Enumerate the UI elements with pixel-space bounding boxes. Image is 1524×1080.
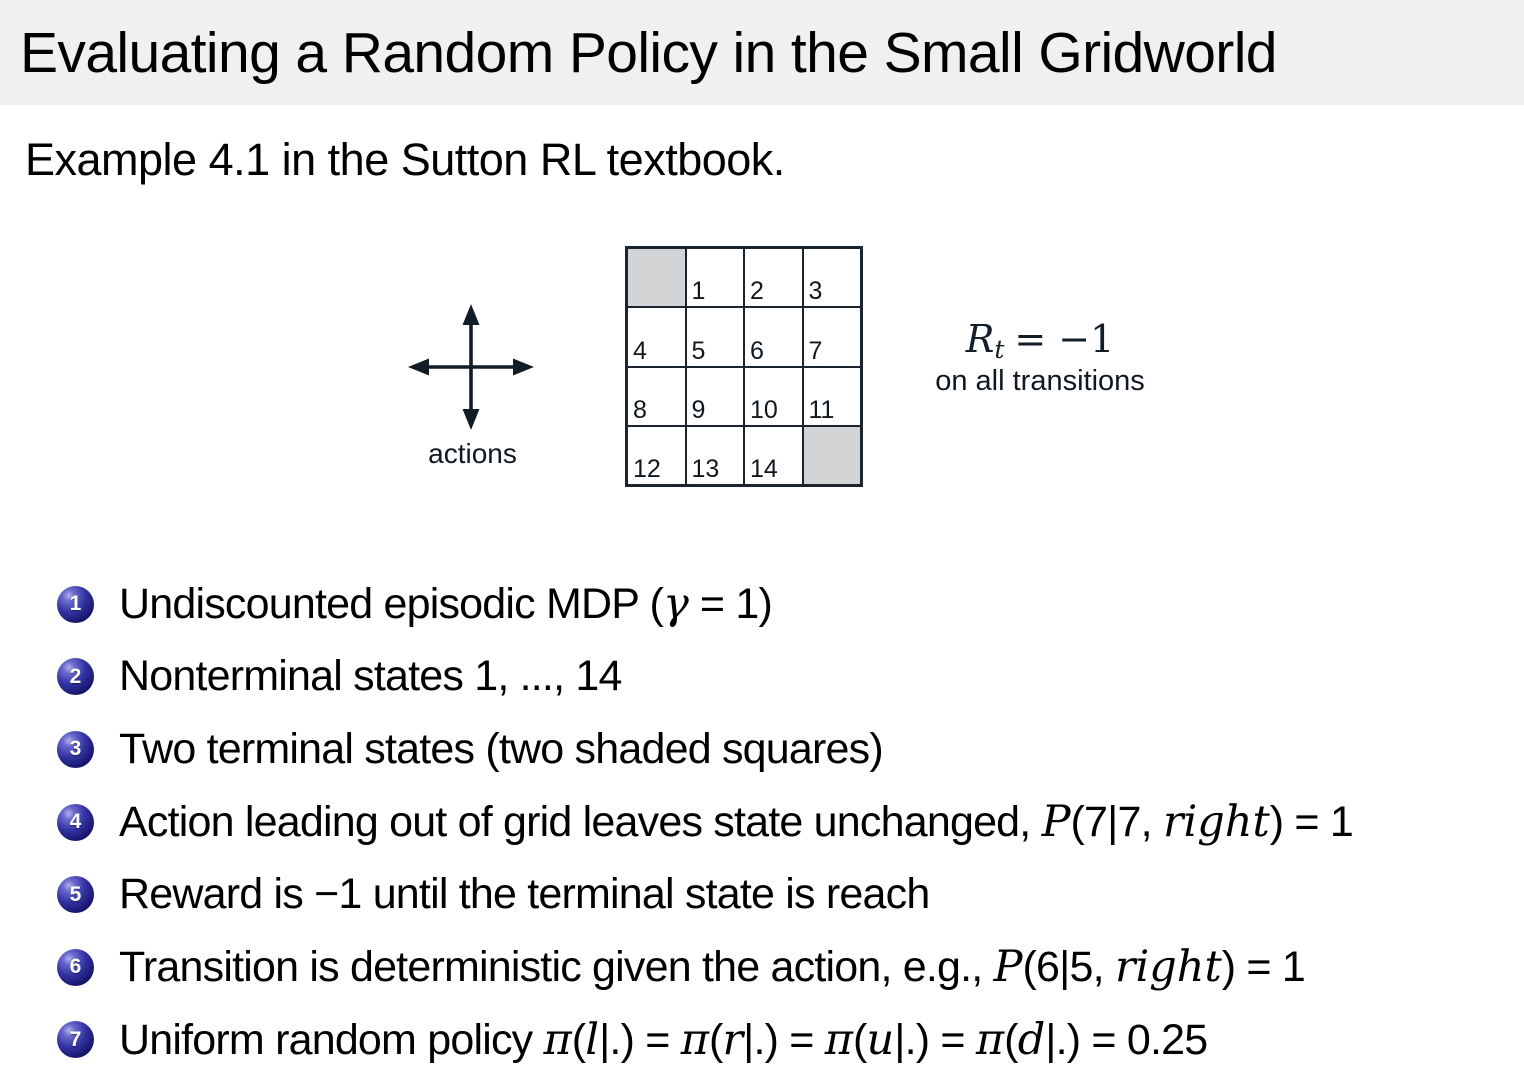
item-text: Reward is −1 until the terminal state is reach [119,870,930,919]
grid-cell [803,248,862,307]
item-text: Undiscounted episodic MDP (γ = 1) [119,579,773,630]
grid-cell [627,367,686,426]
grid-cell [627,307,686,366]
item-text: Nonterminal states 1, ..., 14 [119,652,622,701]
list-item [57,641,1353,714]
grid-cell-number: 7 [808,336,823,365]
list-item [57,858,1353,931]
reward-symbol: R [965,317,995,361]
item-number-ball: 1 [57,586,94,623]
grid-cell [803,307,862,366]
item-text: Action leading out of grid leaves state unchanged, P(7|7, right) = 1 [119,797,1354,848]
item-number-ball: 2 [57,658,94,695]
grid-cell-number: 3 [808,277,823,306]
item-text: Transition is deterministic given the action, e.g., P(6|5, right) = 1 [119,942,1305,993]
reward-formula [905,317,1175,364]
grid-cell [686,426,745,485]
grid-cell [803,367,862,426]
grid-cell-number: 2 [750,277,764,306]
item-number-ball: 3 [57,731,94,768]
item-number-ball: 6 [57,949,94,986]
list-item [57,1004,1353,1077]
item-number-ball: 7 [57,1021,94,1058]
item-text: Uniform random policy π(l|.) = π(r|.) = π(u|.) = π(d|.) = 0.25 [119,1014,1208,1065]
list-item [57,568,1353,641]
slide-title: Evaluating a Random Policy in the Small Gridworld [20,20,1277,85]
reward-annotation [905,317,1175,398]
grid-cell-number: 9 [691,395,706,424]
grid-cell-number: 14 [750,455,778,483]
grid-cell-number: 13 [691,455,720,483]
grid-cell [744,426,803,485]
reward-subscript: t [994,335,1005,364]
grid-cell [627,426,686,485]
grid-cell [686,367,745,426]
grid-cell-number: 5 [691,336,706,365]
grid-cell [744,367,803,426]
reward-value: = −1 [1014,317,1115,361]
grid-cell-number: 12 [633,455,661,483]
slide-title-bar [0,0,1524,105]
item-number-ball: 4 [57,804,94,841]
grid-cell [686,307,745,366]
list-item [57,786,1353,859]
grid-cell-terminal [627,248,686,307]
actions-label: actions [428,438,517,469]
bullet-list [57,568,1353,1076]
list-item [57,931,1353,1004]
grid-cell-number: 8 [633,395,647,424]
grid-cell [744,248,803,307]
grid-cell-number: 11 [808,395,835,424]
list-item [57,713,1353,786]
item-number-ball: 5 [57,876,94,913]
item-text: Two terminal states (two shaded squares) [119,724,883,773]
grid-cell-number: 6 [750,336,764,365]
grid-cell-number: 4 [633,336,647,365]
grid-cell-number: 10 [750,395,778,424]
reward-caption: on all transitions [935,365,1145,397]
grid-cell-number: 1 [691,277,706,306]
actions-cross-icon [406,302,536,432]
subtitle-text: Example 4.1 in the Sutton RL textbook. [25,134,785,185]
grid-cell-terminal [803,426,862,485]
grid-cell [686,248,745,307]
gridworld-grid [625,246,863,487]
grid-cell [744,307,803,366]
